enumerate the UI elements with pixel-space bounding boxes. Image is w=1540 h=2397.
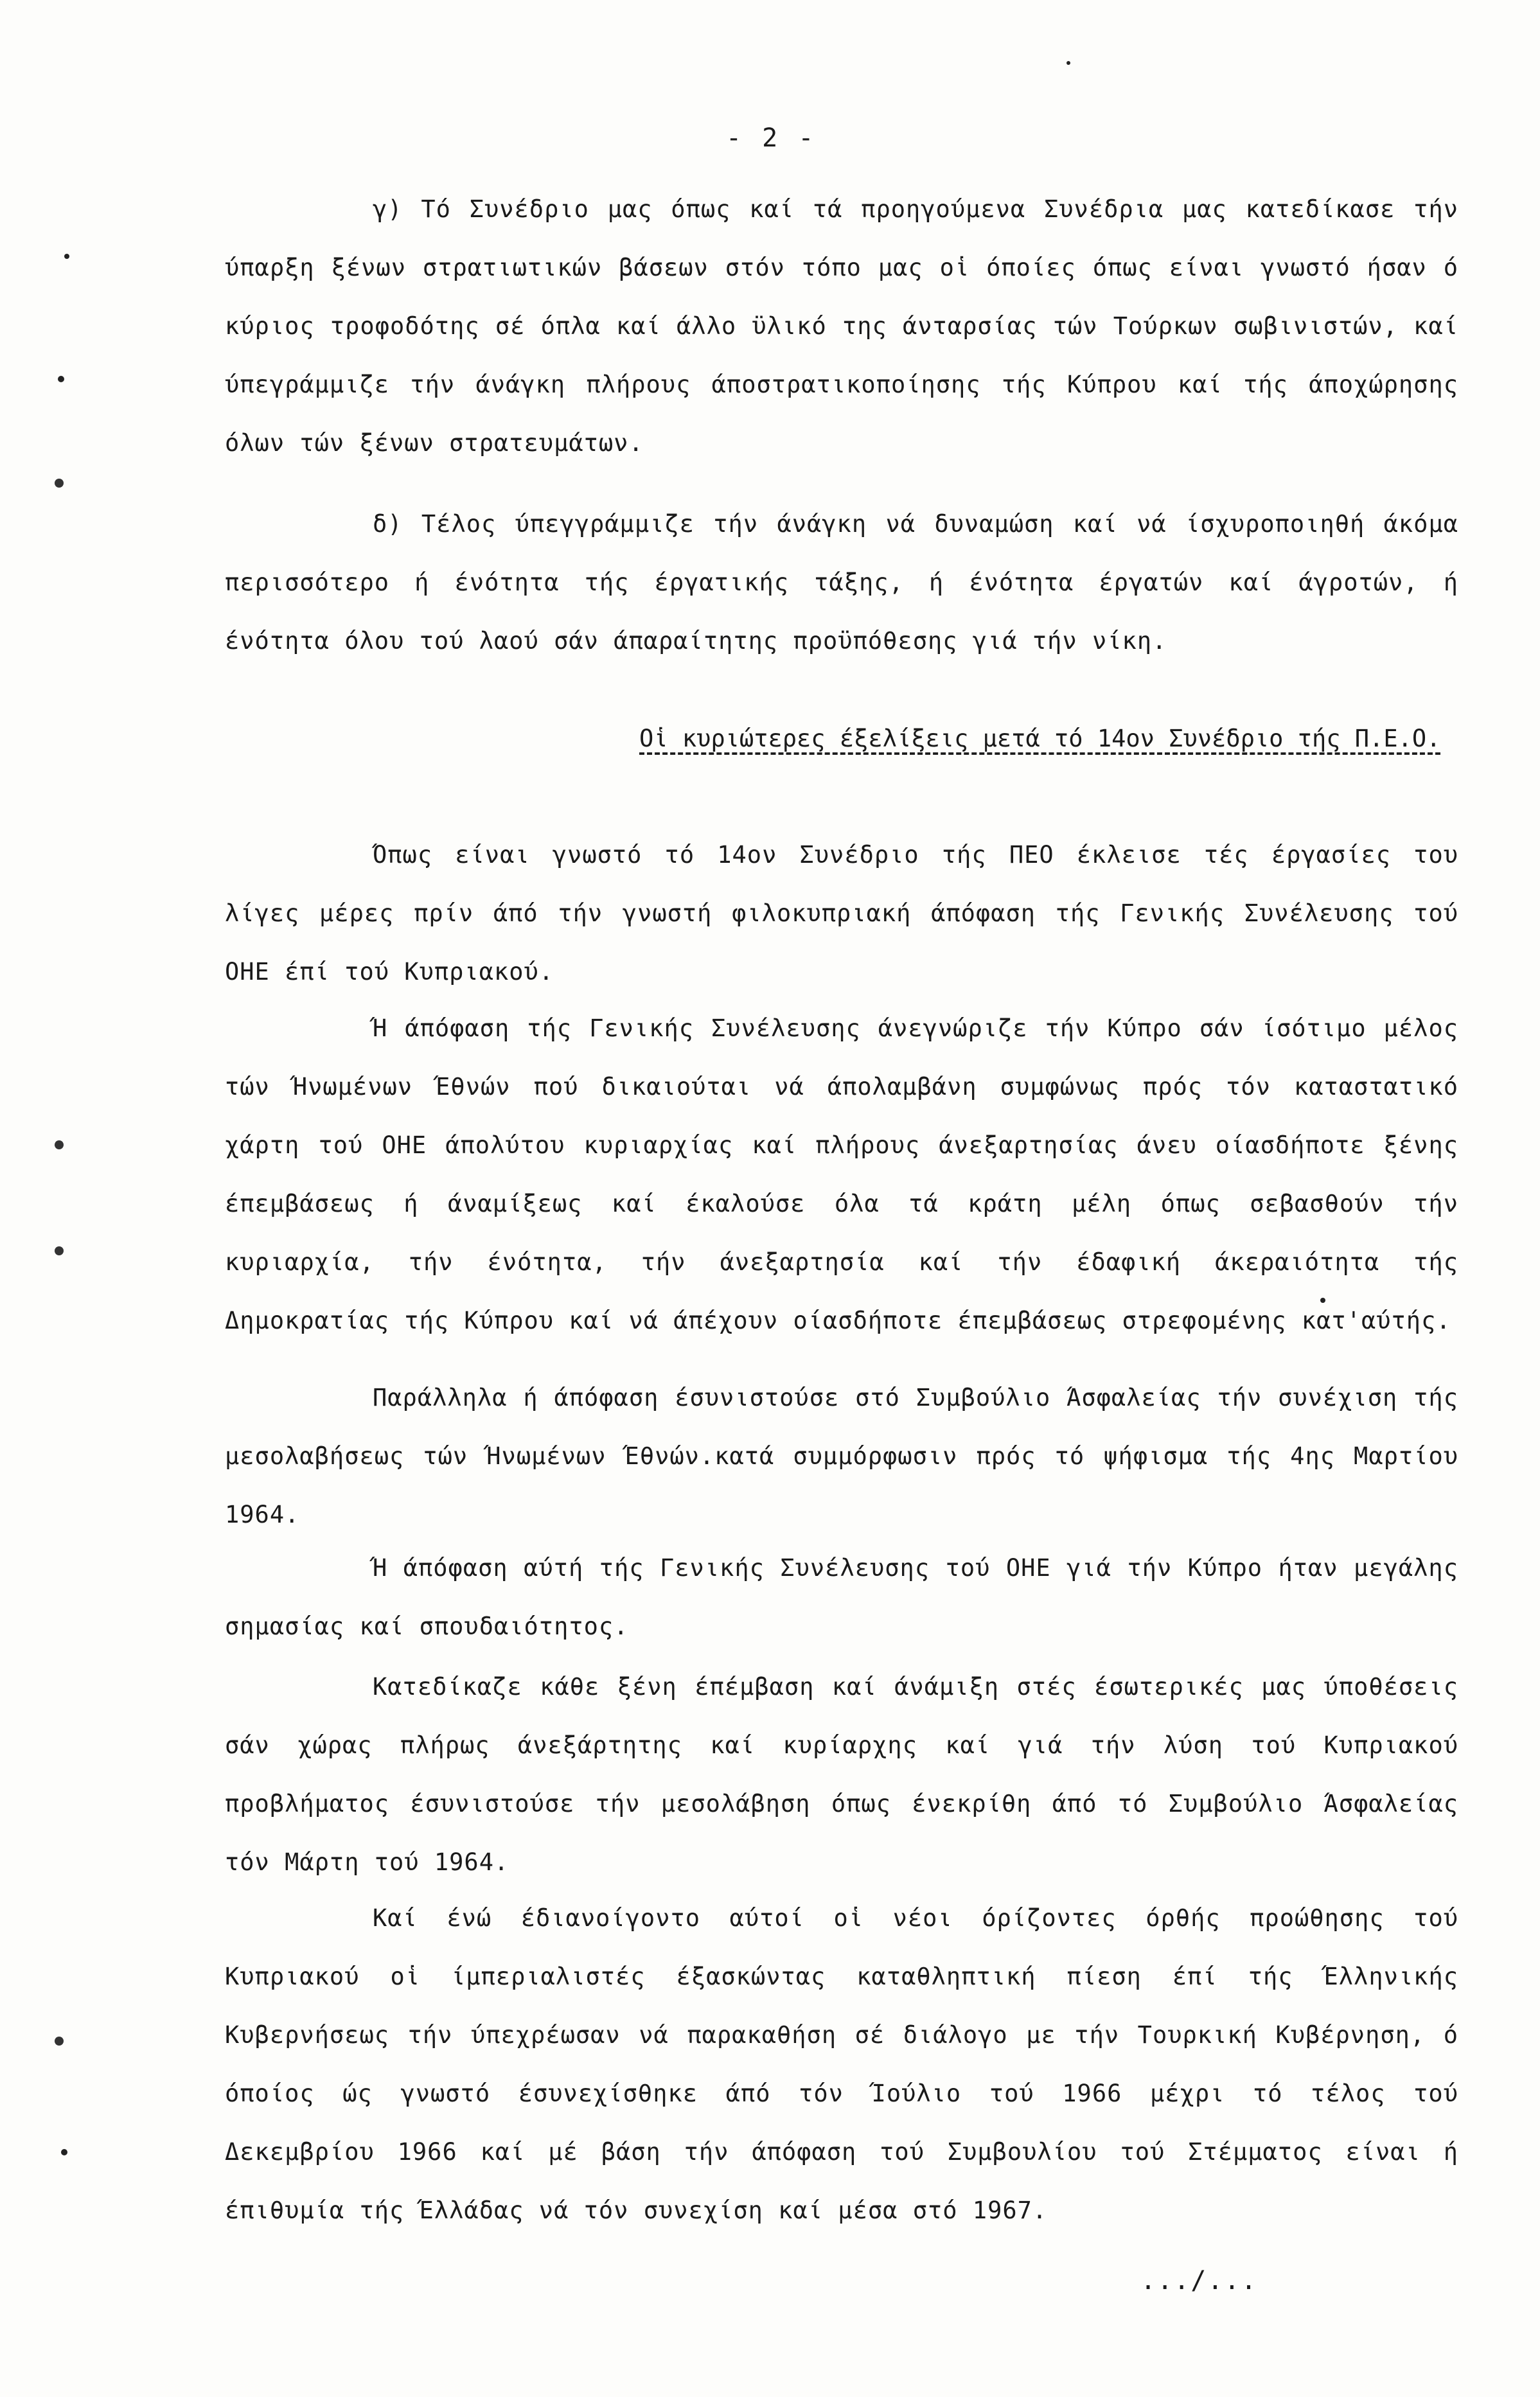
page-number: - 2 - [726,123,817,153]
scan-speck [1320,1298,1325,1303]
scan-speck [58,376,64,382]
paragraph-importance: Ή άπόφαση αύτή τής Γενικής Συνέλευσης τού ΟΗΕ γιά τήν Κύπρο ήταν μεγάλης σημασίας καί σπουδαιότητος. [225,1554,1458,1640]
paragraph-security-council: Παράλληλα ή άπόφαση έσυνιστούσε στό Συμβούλιο Άσφαλείας τήν συνέχιση τής μεσολαβήσεως τών Ήνωμένων Έθνών.κατά συμμόρφωσιν πρός τό ψήφισμα τής 4ης Μαρτίου 1964. [225,1384,1458,1528]
binder-hole-mark [55,1246,64,1255]
paragraph-gamma: γ) Τό Συνέδριο μας όπως καί τά προηγούμενα Συνέδρια μας κατεδίκασε τήν ύπαρξη ξένων στρατιωτικών βάσεων στόν τόπο μας οἱ όποίες όπως είναι γνωστό ήσαν ό κύριος τροφοδότης σέ όπλα καί άλλο ϋλικό της άνταρσίας τών Τούρκων σωβινιστών, καί ύπεγράμμιζε τήν άνάγκη πλήρους άποστρατικοποίησης τής Κύπρου καί τής άποχώρησης όλων τών ξένων στρατευμάτων. [225,195,1458,457]
paragraph-delta: δ) Τέλος ύπεγγράμμιζε τήν άνάγκη νά δυναμώση καί νά ίσχυροποιηθή άκόμα περισσότερο ή ένότητα τής έργατικής τάξης, ή ένότητα έργατών καί άγροτών, ή ένότητα όλου τού λαού σάν άπαραίτητης προϋπόθεσης γιά τήν νίκη. [225,510,1458,655]
paragraph-dialogue: Καί ένώ έδιανοίγοντο αύτοί οἱ νέοι όρίζοντες όρθής προώθησης τού Κυπριακού οἱ ίμπεριαλιστές έξασκώντας καταθληπτική πίεση έπί τής Έλληνικής Κυβερνήσεως τήν ύπεχρέωσαν νά παρακαθήση σέ διάλογο με τήν Τουρκική Κυβέρνηση, ό όποίος ώς γνωστό έσυνεχίσθηκε άπό τόν Ίούλιο τού 1966 μέχρι τό τέλος τού Δεκεμβρίου 1966 καί μέ βάση τήν άπόφαση τού Συμβουλίου τού Στέμματος είναι ή έπιθυμία τής Έλλάδας νά τόν συνεχίση καί μέσα στό 1967. [225,1904,1458,2224]
binder-hole-mark [55,479,64,488]
binder-hole-mark [55,2037,64,2046]
continuation-mark: .../... [1140,2266,1258,2295]
scan-speck [64,254,69,259]
paragraph-congress: Όπως είναι γνωστό τό 14ον Συνέδριο τής ΠΕΟ έκλεισε τές έργασίες του λίγες μέρες πρίν άπό τήν γνωστή φιλοκυπριακή άπόφαση τής Γενικής Συνέλευσης τού ΟΗΕ έπί τού Κυπριακού. [225,841,1458,986]
binder-hole-mark [55,1140,64,1149]
section-heading: Οἱ κυριώτερες έξελίξεις μετά τό 14ον Συνέδριο τής Π.Ε.Ο. [639,725,1441,752]
paragraph-condemnation: Κατεδίκαζε κάθε ξένη έπέμβαση καί άνάμιξη στές έσωτερικές μας ύποθέσεις σάν χώρας πλήρως άνεξάρτητης καί κυρίαρχης καί γιά τήν λύση τού Κυπριακού προβλήματος έσυνιστούσε τήν μεσολάβηση όπως ένεκρίθη άπό τό Συμβούλιο Άσφαλείας τόν Μάρτη τού 1964. [225,1673,1458,1876]
scan-speck [61,2149,67,2155]
scan-speck [1066,61,1070,65]
paragraph-general-assembly-decision: Ή άπόφαση τής Γενικής Συνέλευσης άνεγνώριζε τήν Κύπρο σάν ίσότιμο μέλος τών Ήνωμένων Έθνών πού δικαιούται νά άπολαμβάνη συμφώνως πρός τόν καταστατικό χάρτη τού ΟΗΕ άπολύτου κυριαρχίας καί πλήρους άνεξαρτησίας άνευ οίασδήποτε ξένης έπεμβάσεως ή άναμίξεως καί έκαλούσε όλα τά κράτη μέλη όπως σεβασθούν τήν κυριαρχία, τήν ένότητα, τήν άνεξαρτησία καί τήν έδαφική άκεραιότητα τής Δημοκρατίας τής Κύπρου καί νά άπέχουν οίασδήποτε έπεμβάσεως στρεφομένης κατ'αύτής. [225,1014,1458,1334]
